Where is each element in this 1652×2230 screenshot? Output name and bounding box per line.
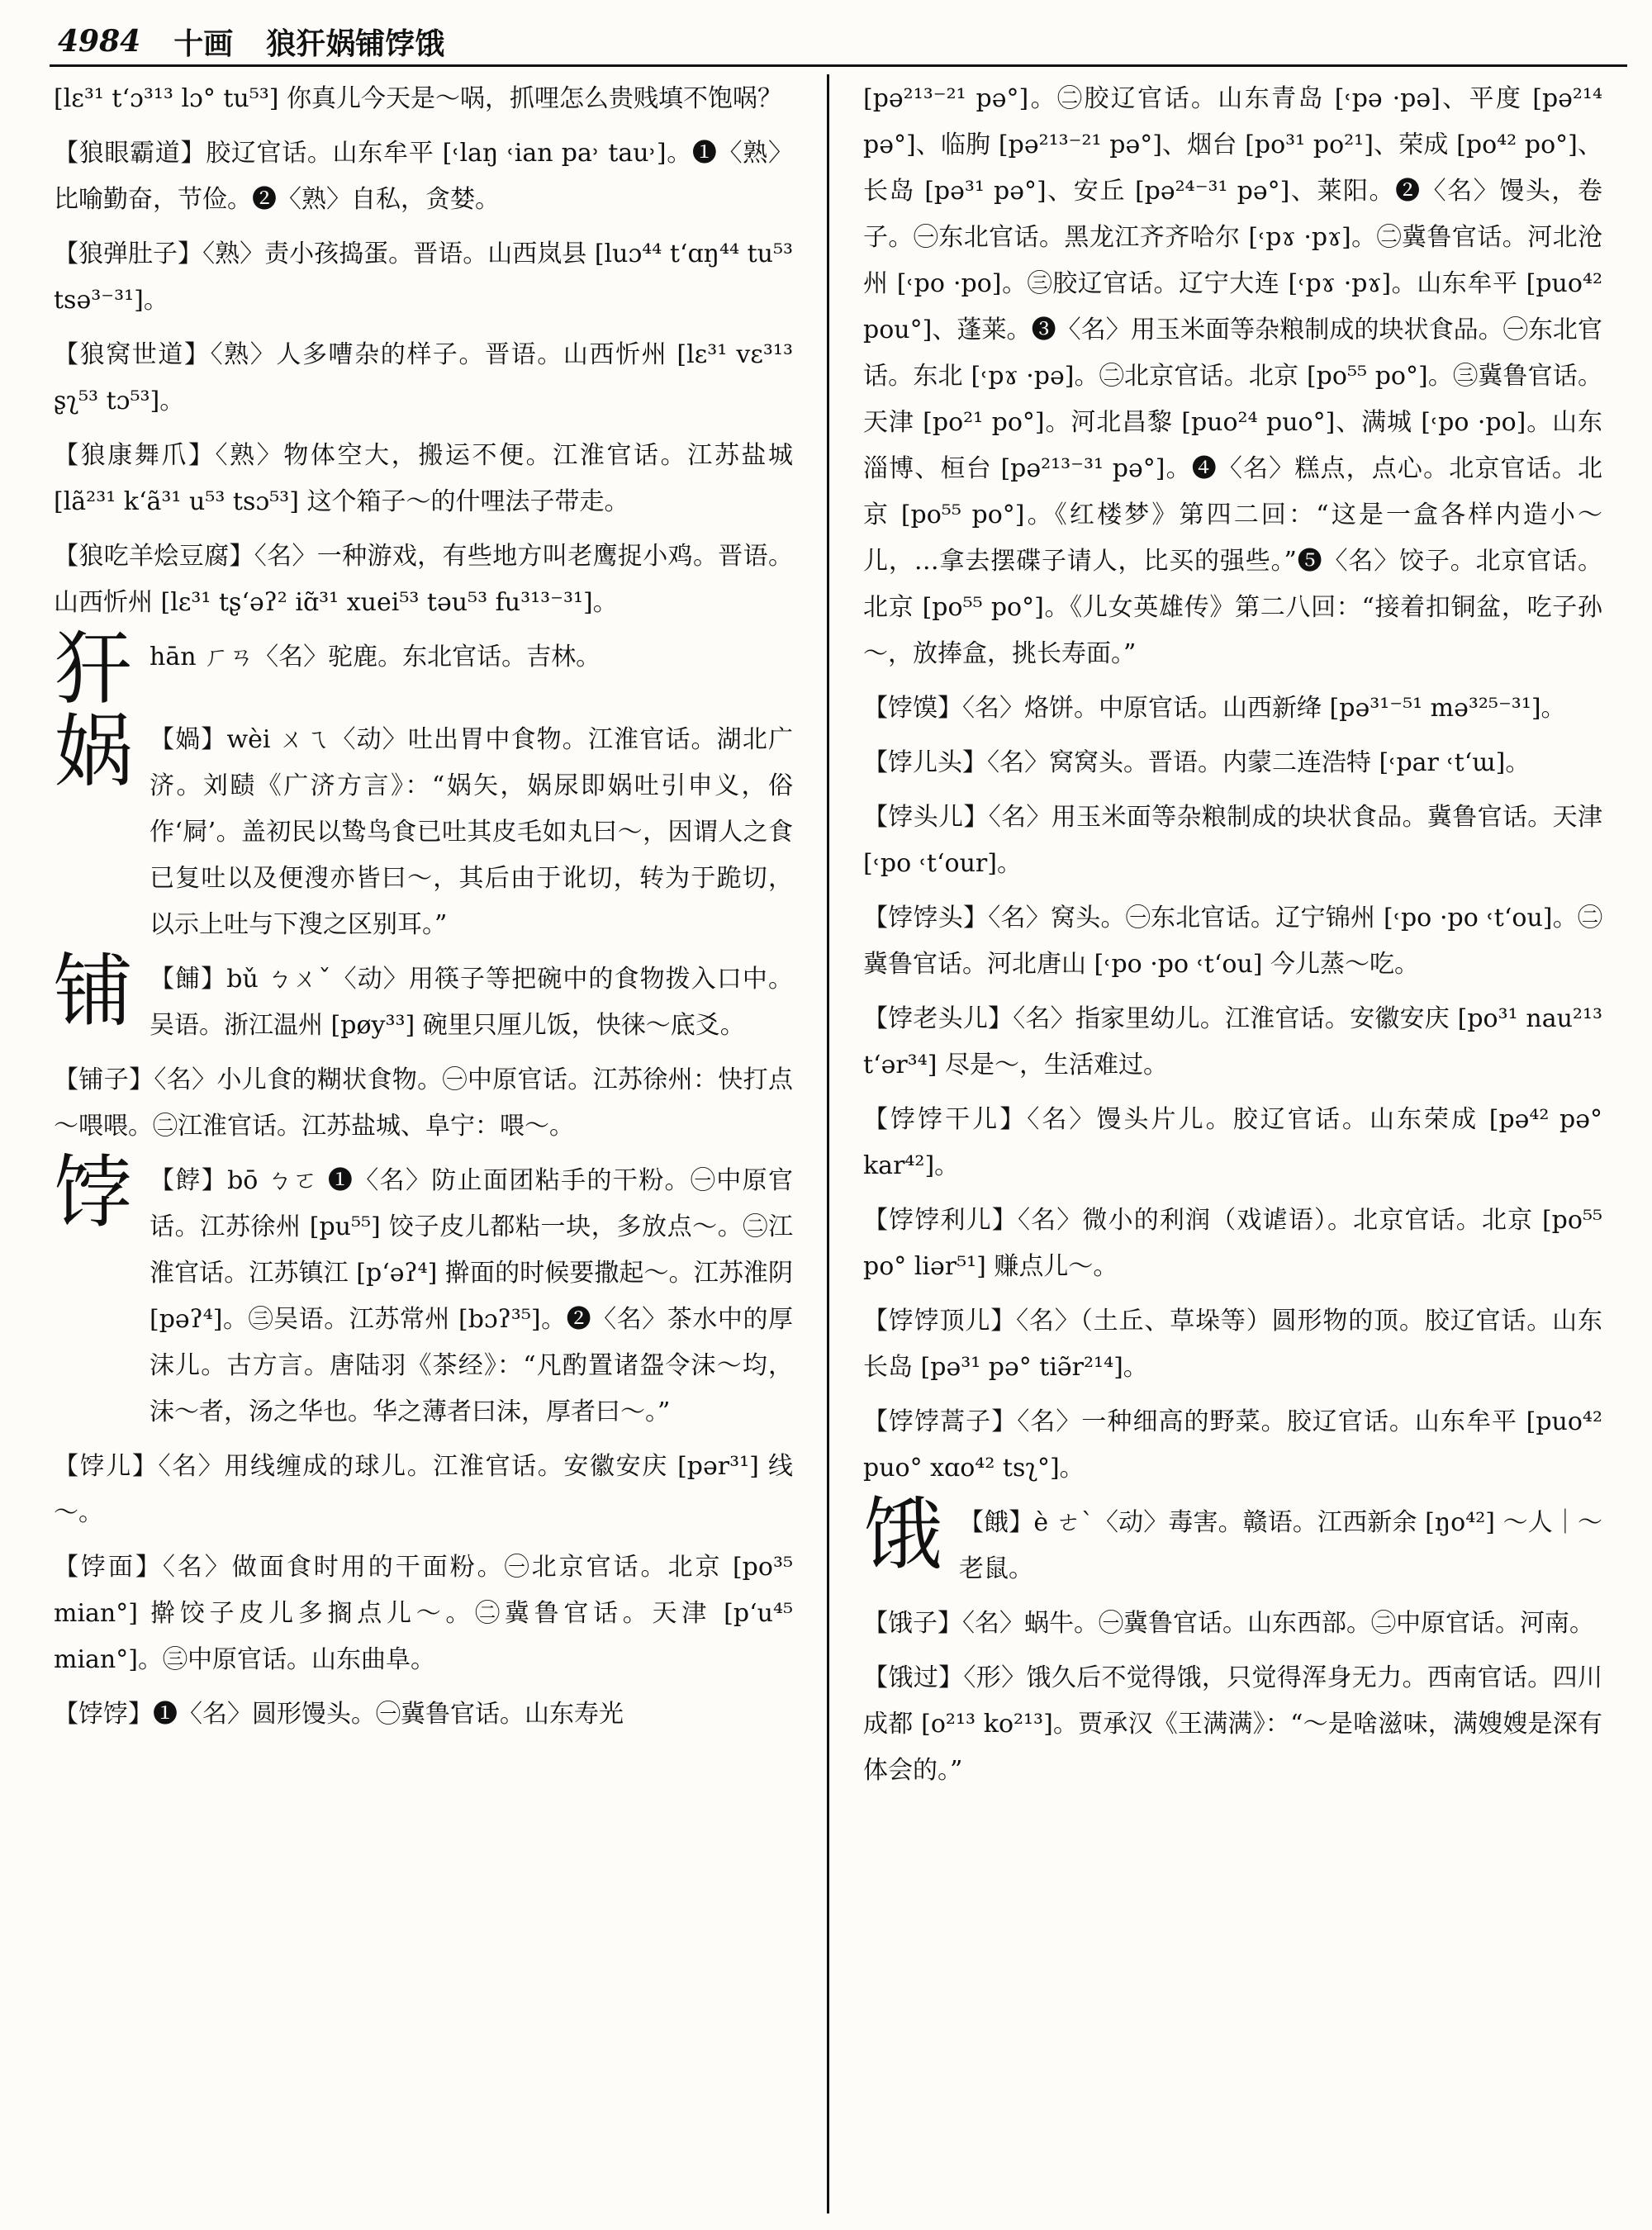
entry-bu-zi: 【铺子】〈名〉小儿食的糊状食物。㊀中原官话。江苏徐州：快打点～喂喂。㊁江淮官话。江苏盐城、阜宁：喂～。 [54, 1065, 793, 1141]
entry-lang-kang-wu-zhua: 【狼康舞爪】〈熟〉物体空大，搬运不便。江淮官话。江苏盐城 [lã²³¹ kʻã³¹ u⁵³ tsɔ⁵³] 这个箱子～的什哩法子带走。 [54, 441, 793, 516]
entry-lang-dan-du-zi: 【狼弹肚子】〈熟〉责小孩捣蛋。晋语。山西岚县 [luɔ⁴⁴ tʻɑŋ⁴⁴ tu⁵³ tsə³⁻³¹]。 [54, 240, 793, 315]
entry-bo-bo-li-er: 【饽饽利儿】〈名〉微小的利润（戏谑语）。北京官话。北京 [po⁵⁵ po° liər⁵¹] 赚点儿～。 [863, 1206, 1602, 1281]
entry-bo-tou-er: 【饽头儿】〈名〉用玉米面等杂粮制成的块状食品。冀鲁官话。天津 [˓po ˓tʻour]。 [863, 803, 1602, 878]
entry-lang-yan-ba-dao: 【狼眼霸道】胶辽官话。山东牟平 [˓laŋ ˓ian pa˒ tau˒]。❶〈熟〉比喻勤奋，节俭。❷〈熟〉自私，贪婪。 [54, 139, 793, 214]
head-entry-wa [54, 705, 793, 948]
entry-bo-bo: 【饽饽】❶〈名〉圆形馒头。㊀冀鲁官话。山东寿光 [54, 1700, 624, 1729]
entry-bo-mian: 【饽面】〈名〉做面食时用的干面粉。㊀北京官话。北京 [po³⁵ mian°] 擀饺子皮儿多搁点儿～。㊁冀鲁官话。天津 [pʻu⁴⁵ mian°]。㊂中原官话。山东曲阜。 [54, 1553, 793, 1674]
column-divider [827, 74, 829, 2213]
entry-e-zi: 【饿子】〈名〉蜗牛。㊀冀鲁官话。山东西部。㊁中原官话。河南。 [863, 1609, 1594, 1638]
entry-bo-bo-continued: [pə²¹³⁻²¹ pə°]。㊁胶辽官话。山东青岛 [˓pə ·pə]、平度 [pə²¹⁴ pə°]、临朐 [pə²¹³⁻²¹ pə°]、烟台 [po³¹ po²¹]、荣成 [po⁴² po°]、长岛 [pə³¹ pə°]、安丘 [pə²⁴⁻³¹ pə°]、莱阳。❷〈名〉馒头，卷子。㊀东北官话。黑龙江齐齐哈尔 [˓pɤ ·pɤ]。㊁冀鲁官话。河北沧州 [˓po ·po]。㊂胶辽官话。辽宁大连 [˓pɤ ·pɤ]。山东牟平 [puo⁴² pou°]、蓬莱。❸〈名〉用玉米面等杂粮制成的块状食品。㊀东北官话。东北 [˓pɤ ·pə]。㊁北京官话。北京 [po⁵⁵ po°]。㊂冀鲁官话。天津 [po²¹ po°]。河北昌黎 [puo²⁴ puo°]、满城 [˓po ·po]。山东淄博、桓台 [pə²¹³⁻³¹ pə°]。❹〈名〉糕点，点心。北京官话。北京 [po⁵⁵ po°]。《红楼梦》第四二回：“这是一盒各样内造小～儿，…拿去摆碟子请人，比买的强些。”❺〈名〉饺子。北京官话。北京 [po⁵⁵ po°]。《儿女英雄传》第二八回：“接着扣铜盆，吃子孙～，放捧盒，挑长寿面。” [863, 84, 1602, 668]
head-character: 饿 [863, 1488, 942, 1581]
entry-e-guo: 【饿过】〈形〉饿久后不觉得饿，只觉得浑身无力。西南官话。四川成都 [o²¹³ ko²¹³]。贾承汉《王满满》：“～是啥滋味，满嫂嫂是深有体会的。” [863, 1663, 1602, 1785]
head-definition: 【媧】wèi ㄨㄟ〈动〉吐出胃中食物。江淮官话。湖北广济。刘赜《广济方言》：“娲矢，娲尿即娲吐引申义，俗作‘屙’。盖初民以鸷鸟食已吐其皮毛如丸曰～，因谓人之食已复吐以及便溲亦皆曰～，其后由于讹切，转为于跪切，以示上吐与下溲之区别耳。” [150, 725, 793, 939]
head-entry-bu [54, 945, 793, 1049]
entry-bo-bo-ding-er: 【饽饽顶儿】〈名〉（土丘、草垛等）圆形物的顶。胶辽官话。山东长岛 [pə³¹ pə° tiə̃r²¹⁴]。 [863, 1307, 1602, 1382]
entry-bo-er: 【饽儿】〈名〉用线缠成的球儿。江淮官话。安徽安庆 [pər³¹] 线～。 [54, 1452, 793, 1527]
head-definition: hān ㄏㄢ〈名〉驼鹿。东北官话。吉林。 [150, 643, 601, 671]
right-column [863, 76, 1602, 1802]
entry-bo-bo-gan-er: 【饽饽干儿】〈名〉馒头片儿。胶辽官话。山东荣成 [pə⁴² pə° kar⁴²]。 [863, 1105, 1602, 1180]
head-entry-bo [54, 1146, 793, 1435]
header-rule [50, 64, 1627, 67]
header-characters: 狼犴娲铺饽饿 [266, 26, 445, 61]
entry-continuation: [lɛ³¹ tʻɔ³¹³ lɔ° tu⁵³] 你真儿今天是～㖞，抓哩怎么贵贱填不饱㖞？ [54, 84, 783, 113]
head-character: 饽 [54, 1146, 133, 1239]
entry-lang-chi-yang: 【狼吃羊烩豆腐】〈名〉一种游戏，有些地方叫老鹰捉小鸡。晋语。山西忻州 [lɛ³¹ tʂʻəʔ² iɑ̃³¹ xuei⁵³ təu⁵³ fu³¹³⁻³¹]。 [54, 542, 793, 617]
page-number: 4984 [58, 24, 141, 59]
head-character: 娲 [54, 705, 133, 798]
head-entry-han [54, 623, 793, 715]
head-definition: 【餑】bō ㄅㄛ ❶〈名〉防止面团粘手的干粉。㊀中原官话。江苏徐州 [pu⁵⁵] 饺子皮儿都粘一块，多放点～。㊁江淮官话。江苏镇江 [pʻəʔ⁴] 擀面的时候要撒起～。江苏淮阴 [pəʔ⁴]。㊂吴语。江苏常州 [bɔʔ³⁵]。❷〈名〉茶水中的厚沫儿。古方言。唐陆羽《茶经》：“凡酌置诸盌令沫～均，沫～者，汤之华也。华之薄者曰沫，厚者曰～。” [150, 1166, 793, 1426]
stroke-section: 十画 [173, 26, 234, 61]
head-character: 铺 [54, 945, 133, 1037]
entry-bo-er-tou: 【饽儿头】〈名〉窝窝头。晋语。内蒙二连浩特 [˓par ˓tʻɯ]。 [863, 748, 1531, 777]
left-column [54, 76, 793, 1746]
entry-bo-lao-tou-er: 【饽老头儿】〈名〉指家里幼儿。江淮官话。安徽安庆 [po³¹ nau²¹³ tʻər³⁴] 尽是～，生活难过。 [863, 1004, 1602, 1079]
entry-lang-wo-shi-dao: 【狼窝世道】〈熟〉人多嘈杂的样子。晋语。山西忻州 [lɛ³¹ vɛ³¹³ ʂʅ⁵³ tɔ⁵³]。 [54, 340, 793, 415]
entry-bo-mo: 【饽馍】〈名〉烙饼。中原官话。山西新绛 [pə³¹⁻⁵¹ mə³²⁵⁻³¹]。 [863, 694, 1566, 723]
head-definition: 【餔】bǔ ㄅㄨˇ〈动〉用筷子等把碗中的食物拨入口中。吴语。浙江温州 [pøy³³] 碗里只厘儿饭，快徕～底爻。 [150, 965, 793, 1040]
entry-bo-bo-hao-zi: 【饽饽蒿子】〈名〉一种细高的野菜。胶辽官话。山东牟平 [puo⁴² puo° xɑo⁴² tsʅ°]。 [863, 1407, 1602, 1483]
entry-bo-bo-tou: 【饽饽头】〈名〉窝头。㊀东北官话。辽宁锦州 [˓po ·po ˓tʻou]。㊁冀鲁官话。河北唐山 [˓po ·po ˓tʻou] 今儿蒸～吃。 [863, 904, 1602, 979]
head-character: 犴 [54, 623, 133, 715]
page-header [58, 17, 1627, 66]
head-entry-e [863, 1488, 1602, 1592]
head-definition: 【餓】è ㄜˋ〈动〉毒害。赣语。江西新余 [ŋo⁴²] ～人｜～老鼠。 [959, 1508, 1602, 1583]
